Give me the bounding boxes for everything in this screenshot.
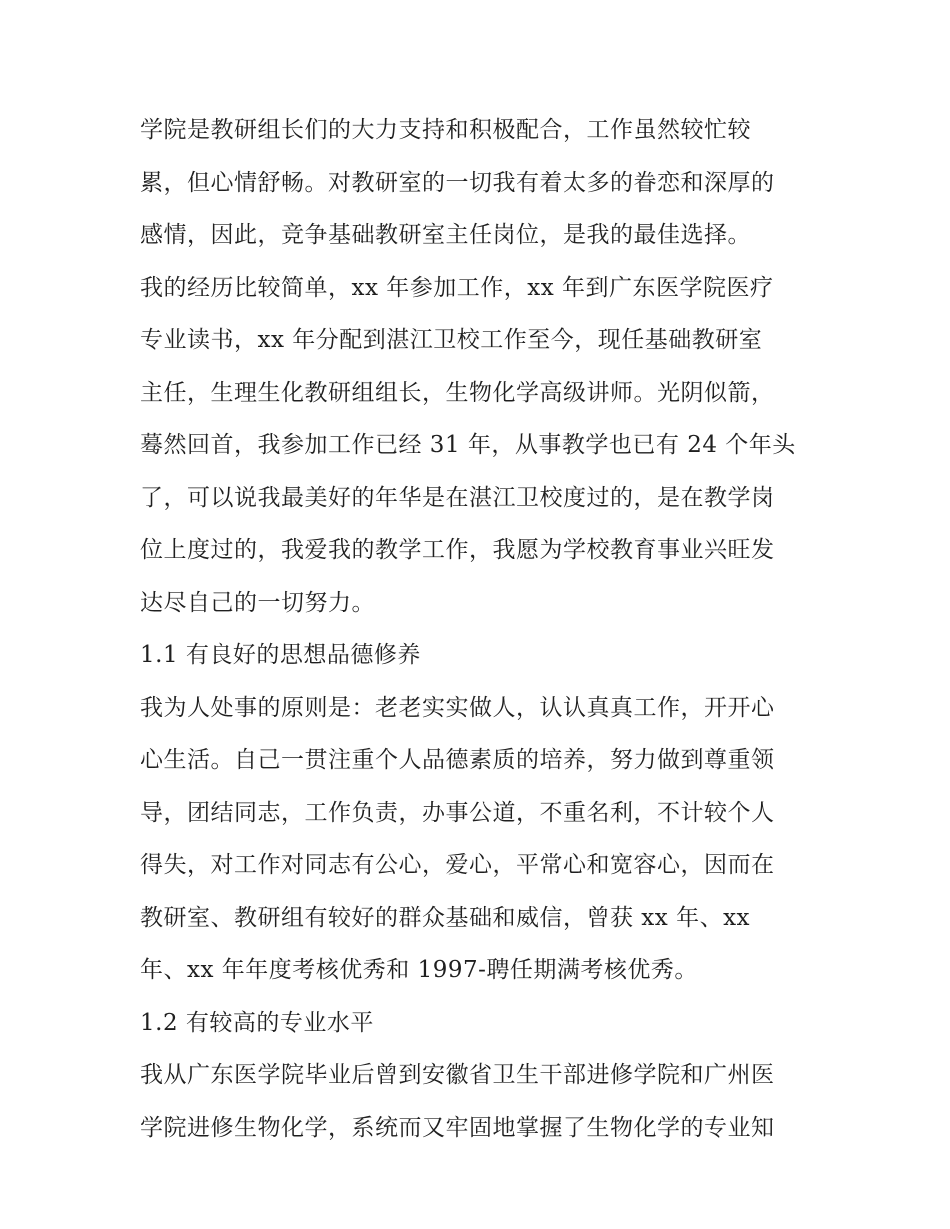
paragraph-line: 心生活。自己一贯注重个人品德素质的培养，努力做到尊重领 [140, 747, 775, 773]
paragraph-line: 蓦然回首，我参加工作已经 31 年，从事教学也已有 24 个年头 [140, 432, 796, 458]
paragraph-line: 导，团结同志，工作负责，办事公道，不重名利，不计较个人 [140, 799, 775, 826]
paragraph-line: 了，可以说我最美好的年华是在湛江卫校度过的，是在教学岗 [140, 484, 775, 511]
paragraph-line: 教研室、教研组有较好的群众基础和威信，曾获 xx 年、xx [140, 904, 751, 931]
paragraph-line: 专业读书，xx 年分配到湛江卫校工作至今，现任基础教研室 [140, 327, 763, 353]
paragraph-line: 我的经历比较简单，xx 年参加工作，xx 年到广东医学院医疗 [140, 274, 774, 301]
paragraph-line: 我为人处事的原则是：老老实实做人，认认真真工作，开开心 [140, 694, 775, 721]
paragraph-line: 达尽自己的一切努力。 [140, 589, 375, 616]
paragraph-line: 学院进修生物化学，系统而又牢固地掌握了生物化学的专业知 [140, 1114, 775, 1141]
paragraph-line: 位上度过的，我爱我的教学工作，我愿为学校教育事业兴旺发 [140, 537, 775, 563]
paragraph-line: 年、xx 年年度考核优秀和 1997-聘任期满考核优秀。 [140, 957, 698, 983]
paragraph-line: 我从广东医学院毕业后曾到安徽省卫生干部进修学院和广州医 [140, 1062, 775, 1088]
paragraph-line: 得失，对工作对同志有公心，爱心，平常心和宽容心，因而在 [140, 852, 775, 878]
document-body [140, 104, 820, 1154]
paragraph-line: 感情，因此，竞争基础教研室主任岗位，是我的最佳选择。 [140, 222, 751, 248]
paragraph-line: 主任，生理生化教研组组长，生物化学高级讲师。光阴似箭， [140, 379, 775, 406]
paragraph-line: 学院是教研组长们的大力支持和积极配合，工作虽然较忙较 [140, 117, 751, 143]
paragraph-line: 累，但心情舒畅。对教研室的一切我有着太多的眷恋和深厚的 [140, 169, 775, 196]
section-heading: 1.1 有良好的思想品德修养 [140, 642, 421, 668]
section-heading: 1.2 有较高的专业水平 [140, 1009, 374, 1036]
